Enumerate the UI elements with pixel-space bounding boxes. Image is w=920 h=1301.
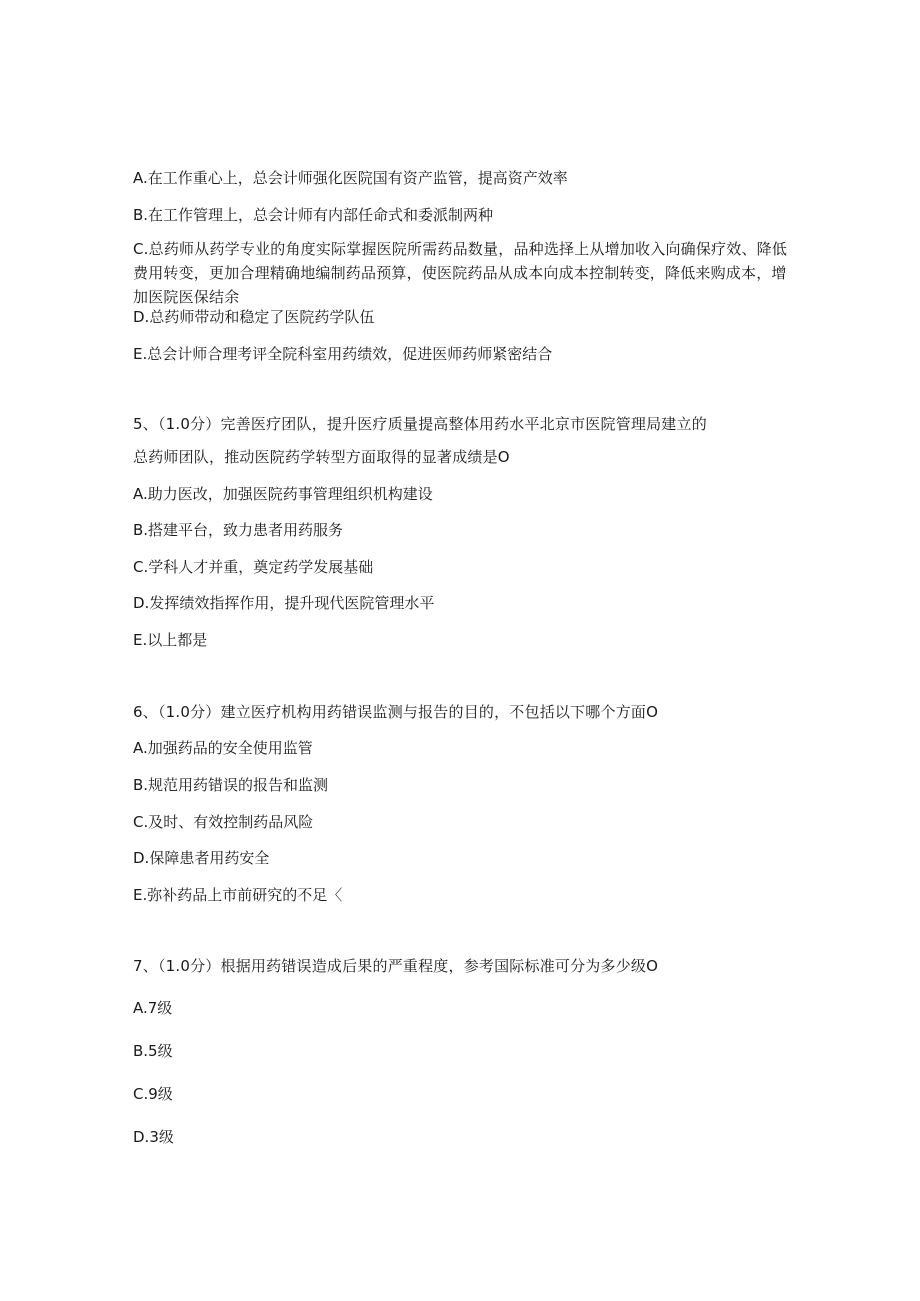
q5-option-b: B.搭建平台，致力患者用药服务 bbox=[133, 521, 344, 539]
q5-option-e: E.以上都是 bbox=[133, 631, 208, 649]
q7-option-b: B.5级 bbox=[133, 1042, 173, 1060]
q4-option-e: E.总会计师合理考评全院科室用药绩效，促进医师药师紧密结合 bbox=[133, 345, 553, 363]
q7-title: 7、（1.0分）根据用药错误造成后果的严重程度，参考国际标准可分为多少级O bbox=[133, 957, 659, 975]
q6-option-c: C.及时、有效控制药品风险 bbox=[133, 813, 314, 831]
q4-option-b: B.在工作管理上，总会计师有内部任命式和委派制两种 bbox=[133, 206, 494, 224]
q6-option-d: D.保障患者用药安全 bbox=[133, 849, 270, 867]
q6-option-b: B.规范用药错误的报告和监测 bbox=[133, 776, 329, 794]
q4-option-a: A.在工作重心上，总会计师强化医院国有资产监管，提高资产效率 bbox=[133, 169, 568, 187]
q7-option-d: D.3级 bbox=[133, 1128, 174, 1146]
q4-option-c: C.总药师从药学专业的角度实际掌握医院所需药品数量，品种选择上从增加收入向确保疗效、降低费用转变，更加合理精确地编制药品预算，使医院药品从成本向成本控制转变，降低来购成本，增加医院医保结余 bbox=[133, 240, 788, 306]
q6-option-e: E.弥补药品上市前研究的不足〈 bbox=[133, 886, 343, 904]
q7-option-a: A.7级 bbox=[133, 999, 173, 1017]
q7-option-c: C.9级 bbox=[133, 1085, 173, 1103]
q5-title-line1: 5、（1.0分）完善医疗团队，提升医疗质量提高整体用药水平北京市医院管理局建立的 bbox=[133, 415, 707, 433]
q6-title: 6、（1.0分）建立医疗机构用药错误监测与报告的目的，不包括以下哪个方面O bbox=[133, 703, 659, 721]
q6-option-a: A.加强药品的安全使用监管 bbox=[133, 739, 313, 757]
q5-title-line2: 总药师团队，推动医院药学转型方面取得的显著成绩是O bbox=[133, 448, 510, 466]
q5-option-d: D.发挥绩效指挥作用，提升现代医院管理水平 bbox=[133, 594, 435, 612]
q5-option-c: C.学科人才并重，奠定药学发展基础 bbox=[133, 558, 374, 576]
q5-option-a: A.助力医改，加强医院药事管理组织机构建设 bbox=[133, 485, 433, 503]
q4-option-d: D.总药师带动和稳定了医院药学队伍 bbox=[133, 308, 375, 326]
